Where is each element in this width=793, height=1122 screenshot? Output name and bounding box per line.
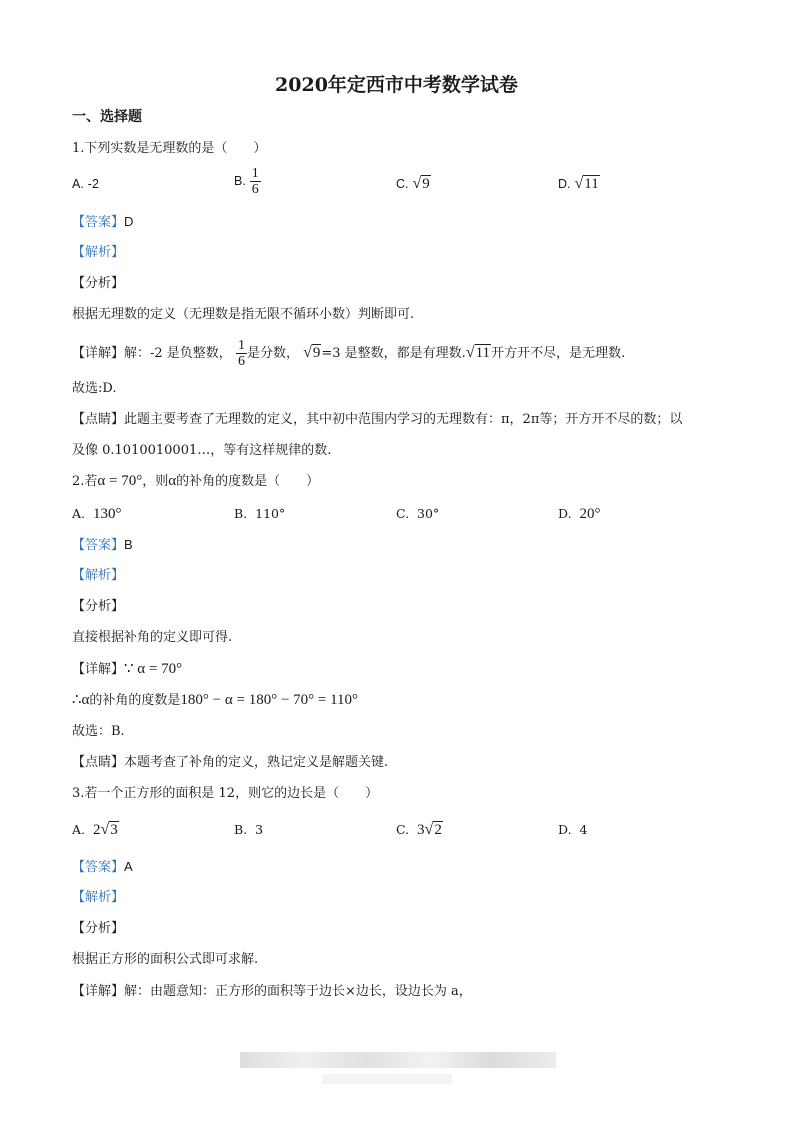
q1-stem: 1.下列实数是无理数的是（ ） [72,141,267,156]
option-value: 130° [92,506,122,522]
q2-option-b [234,505,285,523]
q1-dianjing-cont: 及像 0.1010010001…，等有这样规律的数. [72,443,332,458]
q1-option-b [234,166,261,197]
detail-tag: 【详解】 [72,346,125,361]
detail-tag: 【详解】 [72,984,125,999]
alpha-symbol: α [81,692,90,708]
option-label: B. [234,506,248,521]
q3-option-c [396,821,443,839]
q3-stem: 3.若一个正方形的面积是 12，则它的边长是（ ） [72,786,379,801]
q1-fenxi-text: 根据无理数的定义（无理数是指无限不循环小数）判断即可. [72,307,415,322]
q1-dianjing [72,411,682,429]
q3-option-a [72,821,119,839]
radicand: 9 [422,176,430,192]
blurred-footer-watermark [240,1052,556,1068]
dianjing-text: 此题主要考查了无理数的定义，其中初中范围内学习的无理数有：π，2π等；开方开不尽的数；以 [124,412,683,427]
q3-analysis-tag: 【解析】 [72,890,125,905]
detail-math: 180° − α = 180° − 70° = 110° [180,692,359,708]
q3-answer [72,858,133,877]
stem-text: ，则 [142,474,169,489]
q3-detail [72,983,472,1001]
detail-text: 开方开不尽，是无理数. [491,346,626,361]
answer-tag: 【答案】 [72,215,125,230]
q2-detail [72,660,182,679]
option-label: D. [558,177,571,191]
detail-text: 的补角的度数是 [89,693,181,708]
q2-fenxi-tag: 【分析】 [72,599,125,614]
q2-dianjing [72,754,388,772]
stem-text: 的补角的度数是（ ） [176,474,320,489]
coefficient: 3 [417,822,425,838]
q2-answer [72,536,133,555]
alpha-symbol: α [168,473,177,489]
radicand: 9 [312,345,321,361]
fraction [236,338,247,369]
option-label: C. [396,822,410,837]
q2-choose: 故选：B. [72,724,125,739]
q1-detail [72,333,625,374]
q1-choose: 故选:D. [72,381,117,396]
dianjing-tag: 【点睛】 [72,755,125,770]
q3-fenxi-tag: 【分析】 [72,921,125,936]
option-label: D. [558,822,572,837]
answer-value: D [124,214,134,229]
option-label: B. [234,174,246,188]
radicand: 3 [110,822,118,838]
option-label: A. [72,822,86,837]
section-heading: 一、选择题 [72,109,142,125]
q1-option-a [72,175,99,193]
numerator: 1 [237,338,245,353]
option-value: 110° [255,506,286,521]
denominator: 6 [251,182,259,197]
answer-tag: 【答案】 [72,860,125,875]
answer-tag: 【答案】 [72,538,125,553]
answer-value: A [124,859,133,874]
stem-text: 2.若 [72,474,98,489]
q3-option-d [558,821,587,839]
q2-option-c [396,505,439,523]
square-root: √9 [303,344,321,361]
option-value: -2 [87,177,99,191]
dianjing-text: 本题考查了补角的定义，熟记定义是解题关键. [124,755,389,770]
option-value: 4 [579,822,588,837]
q2-fenxi-text: 直接根据补角的定义即可得. [72,630,233,645]
option-label: C. [396,177,409,191]
stem-math: α = 70° [97,473,143,489]
coefficient: 2 [92,822,101,838]
option-label: C. [396,506,410,521]
detail-text: 是分数， [246,346,299,361]
denominator: 6 [237,354,245,369]
radicand: 2 [434,822,442,838]
detail-tag: 【详解】 [72,662,125,677]
q1-answer [72,213,133,232]
radicand: 11 [475,345,491,361]
q2-option-d [558,505,601,523]
q1-fenxi-tag: 【分析】 [72,276,125,291]
fraction [250,166,261,197]
option-label: B. [234,822,248,837]
q2-detail-line2 [72,691,358,710]
page-title: 2020年定西市中考数学试卷 [275,74,518,96]
detail-math: ∵ α = 70° [124,661,183,677]
blurred-footer-watermark-line2 [322,1074,452,1084]
detail-text: 解：由题意知：正方形的面积等于边长×边长，设边长为 a， [124,984,472,999]
q3-option-b [234,821,263,839]
option-label: A. [72,177,84,191]
q2-analysis-tag: 【解析】 [72,568,125,583]
option-label: D. [558,506,572,521]
q1-option-d [558,175,600,193]
q1-option-c [396,175,431,193]
square-root: √9 [412,175,430,192]
q2-stem [72,472,319,491]
dianjing-tag: 【点睛】 [72,412,125,427]
option-label: A. [72,506,86,521]
option-value: 3 [255,822,264,837]
q2-option-a [72,505,121,523]
option-value: 20° [579,506,601,522]
answer-value: B [124,537,133,552]
detail-text: =3 是整数，都是有理数. [321,346,466,361]
square-root: √11 [574,175,599,192]
radicand: 11 [584,176,599,192]
numerator: 1 [251,166,259,181]
q3-fenxi-text: 根据正方形的面积公式即可求解. [72,952,259,967]
option-value: 30° [417,506,440,521]
square-root: √3 [100,821,118,838]
detail-text: 解：-2 是负整数， [124,346,232,361]
square-root: √11 [465,344,491,361]
therefore-symbol: ∴ [72,692,82,708]
square-root: √2 [424,821,442,838]
q1-analysis-tag: 【解析】 [72,245,125,260]
